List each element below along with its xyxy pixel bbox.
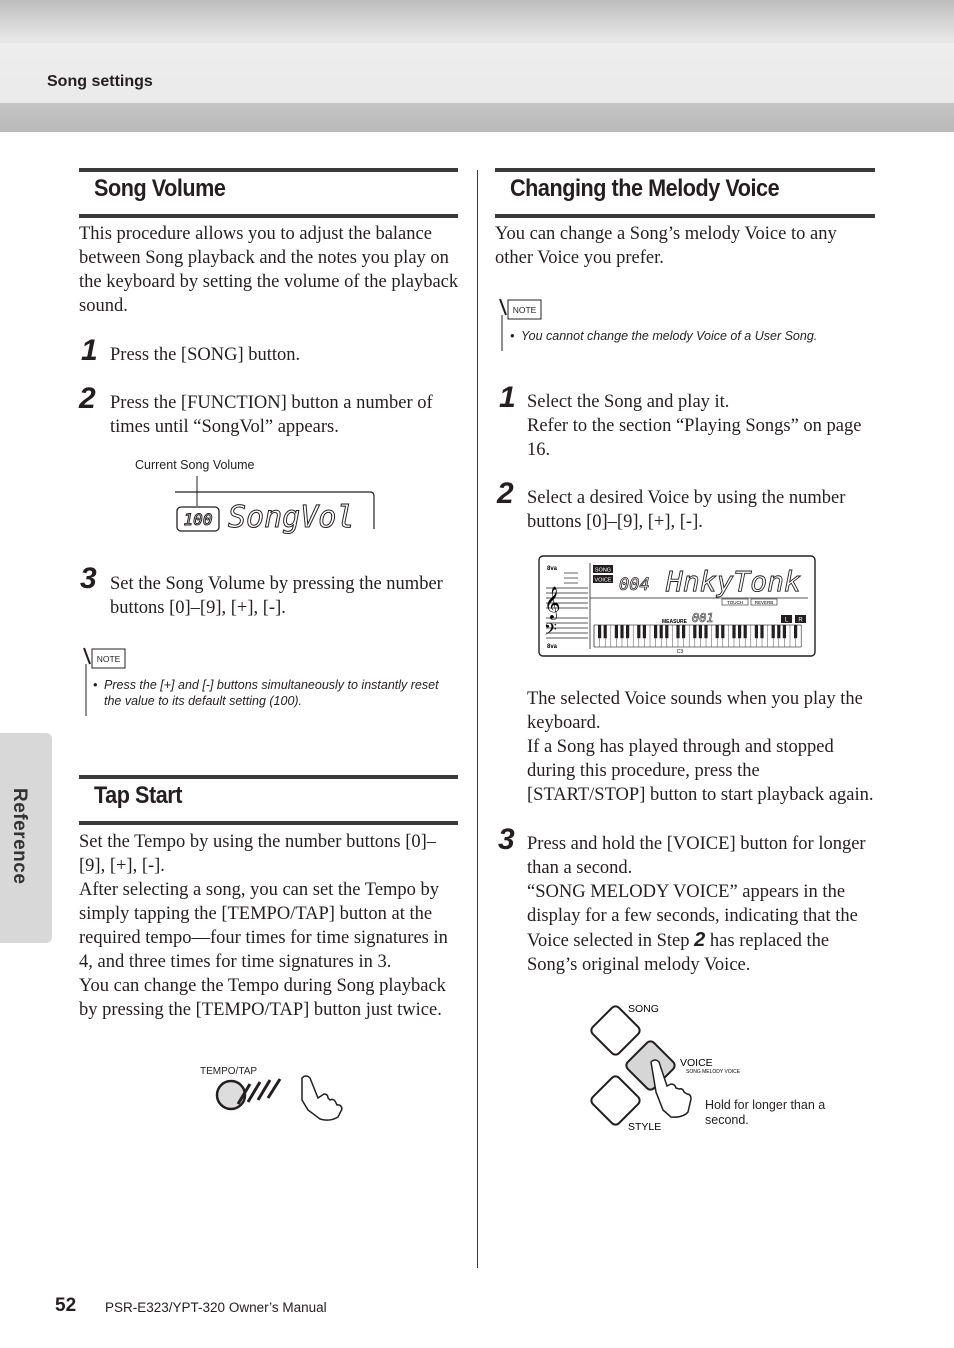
note-icon — [496, 297, 546, 353]
step-number: 1 — [81, 334, 98, 367]
tap-start-para: Set the Tempo by using the number buttons [0]–[9], [+], [-]. — [79, 832, 437, 876]
tap-start-para: You can change the Tempo during Song playback by pressing the [TEMPO/TAP] button just twice. — [79, 976, 446, 1020]
lcd-touch: TOUCH — [727, 600, 743, 605]
song-melody-voice-label: SONG MELODY VOICE — [686, 1069, 741, 1075]
voice-button — [624, 1039, 676, 1091]
step-subtext: The selected Voice sounds when you play the keyboard. — [527, 689, 863, 733]
step-text: Press the [FUNCTION] button a number of times until “SongVol” appears. — [110, 393, 433, 437]
lcd-reverb: REVERB — [754, 600, 774, 605]
song-button-label: SONG — [628, 1003, 659, 1015]
note-bullet: • — [93, 678, 98, 692]
lcd-song-tag: SONG — [594, 567, 612, 574]
song-volume-display — [170, 474, 380, 536]
step-text: Set the Song Volume by pressing the number buttons [0]–[9], [+], [-]. — [110, 574, 443, 618]
style-button — [589, 1074, 641, 1126]
song-volume-intro: This procedure allows you to adjust the balance between Song playback and the notes you play on the keyboard by setting the volume of the playback sound. — [79, 224, 459, 316]
note-label: NOTE — [512, 305, 537, 315]
lcd-octave-top: 8va — [547, 566, 558, 572]
step-subtext-post: has replaced the Song’s original melody Voice. — [527, 931, 830, 975]
hold-caption: Hold for longer than a second. — [705, 1098, 826, 1127]
step-text: Select a desired Voice by using the number buttons [0]–[9], [+], [-]. — [527, 488, 846, 532]
step-number: 1 — [499, 381, 516, 414]
step-subtext — [527, 880, 877, 977]
step-number: 3 — [498, 823, 515, 856]
step-subtext-pre: “SONG MELODY VOICE” appears in the display for a few seconds, indicating that the Voice selected in Step — [527, 882, 858, 951]
page-number: 52 — [55, 1295, 77, 1316]
display-callout: Current Song Volume — [135, 458, 255, 472]
melody-voice-intro: You can change a Song’s melody Voice to any other Voice you prefer. — [495, 224, 837, 268]
lcd-keyboard-frame — [594, 625, 801, 647]
bass-clef-icon: 𝄢 — [544, 619, 557, 643]
step-text: Select the Song and play it. — [527, 392, 730, 412]
tap-start-para: After selecting a song, you can set the Tempo by simply tapping the [TEMPO/TAP] button at the required tempo—four times for time signatures in 4, and three times for time signatures in 3. — [79, 880, 448, 972]
hand-icon — [302, 1076, 342, 1120]
tempo-tap-button — [217, 1081, 245, 1109]
lcd-measure: 001 — [692, 611, 714, 625]
lcd-number: 004 — [619, 575, 650, 595]
side-tab — [0, 733, 52, 943]
tempo-tap-illustration — [210, 1070, 350, 1122]
voice-button-label: VOICE — [680, 1057, 713, 1069]
treble-clef-icon: 𝄞 — [544, 586, 561, 619]
lcd-voice-name: HnkyTonk — [666, 565, 801, 598]
section-label: Song settings — [47, 73, 153, 90]
display-value: 100 — [183, 510, 213, 529]
tap-start-title: Tap Start — [94, 782, 182, 809]
style-button-label: STYLE — [628, 1121, 662, 1133]
tempo-tap-label: TEMPO/TAP — [200, 1066, 258, 1077]
lcd-c3: C3 — [676, 649, 684, 655]
tap-start-heading — [79, 775, 458, 825]
song-volume-heading — [79, 168, 458, 218]
lcd-left: L — [784, 617, 789, 624]
step-number: 2 — [497, 477, 514, 510]
manual-title: PSR-E323/YPT-320 Owner’s Manual — [105, 1300, 327, 1315]
lcd-octave-bottom: 8va — [547, 644, 558, 650]
step-number: 2 — [79, 382, 96, 415]
melody-voice-title: Changing the Melody Voice — [510, 175, 780, 202]
note-text: Press the [+] and [-] buttons simultaneously to instantly reset the value to its default setting (100). — [104, 678, 439, 708]
step-text: Press the [SONG] button. — [110, 345, 301, 365]
step-number: 3 — [80, 562, 97, 595]
step-subtext: Refer to the section “Playing Songs” on page 16. — [527, 416, 862, 460]
lcd-right: R — [798, 617, 803, 624]
lcd-voice-tag: VOICE — [594, 577, 612, 584]
lcd-keyboard — [594, 625, 801, 647]
melody-voice-heading — [495, 168, 875, 218]
lcd-display — [538, 555, 817, 658]
step-text: Press and hold the [VOICE] button for longer than a second. — [527, 834, 866, 878]
lcd-measure-label: MEASURE — [662, 619, 688, 625]
column-divider — [477, 170, 478, 1268]
song-volume-title: Song Volume — [94, 175, 226, 202]
note-text: You cannot change the melody Voice of a User Song. — [521, 329, 818, 343]
display-text: SongVol — [228, 500, 355, 535]
note-bullet: • — [510, 329, 515, 343]
note-label: NOTE — [96, 654, 121, 664]
side-tab-label: Reference — [9, 788, 30, 885]
inline-step-number: 2 — [694, 929, 706, 951]
step-subtext: If a Song has played through and stopped during this procedure, press the [START/STOP] button to start playback again. — [527, 737, 874, 805]
